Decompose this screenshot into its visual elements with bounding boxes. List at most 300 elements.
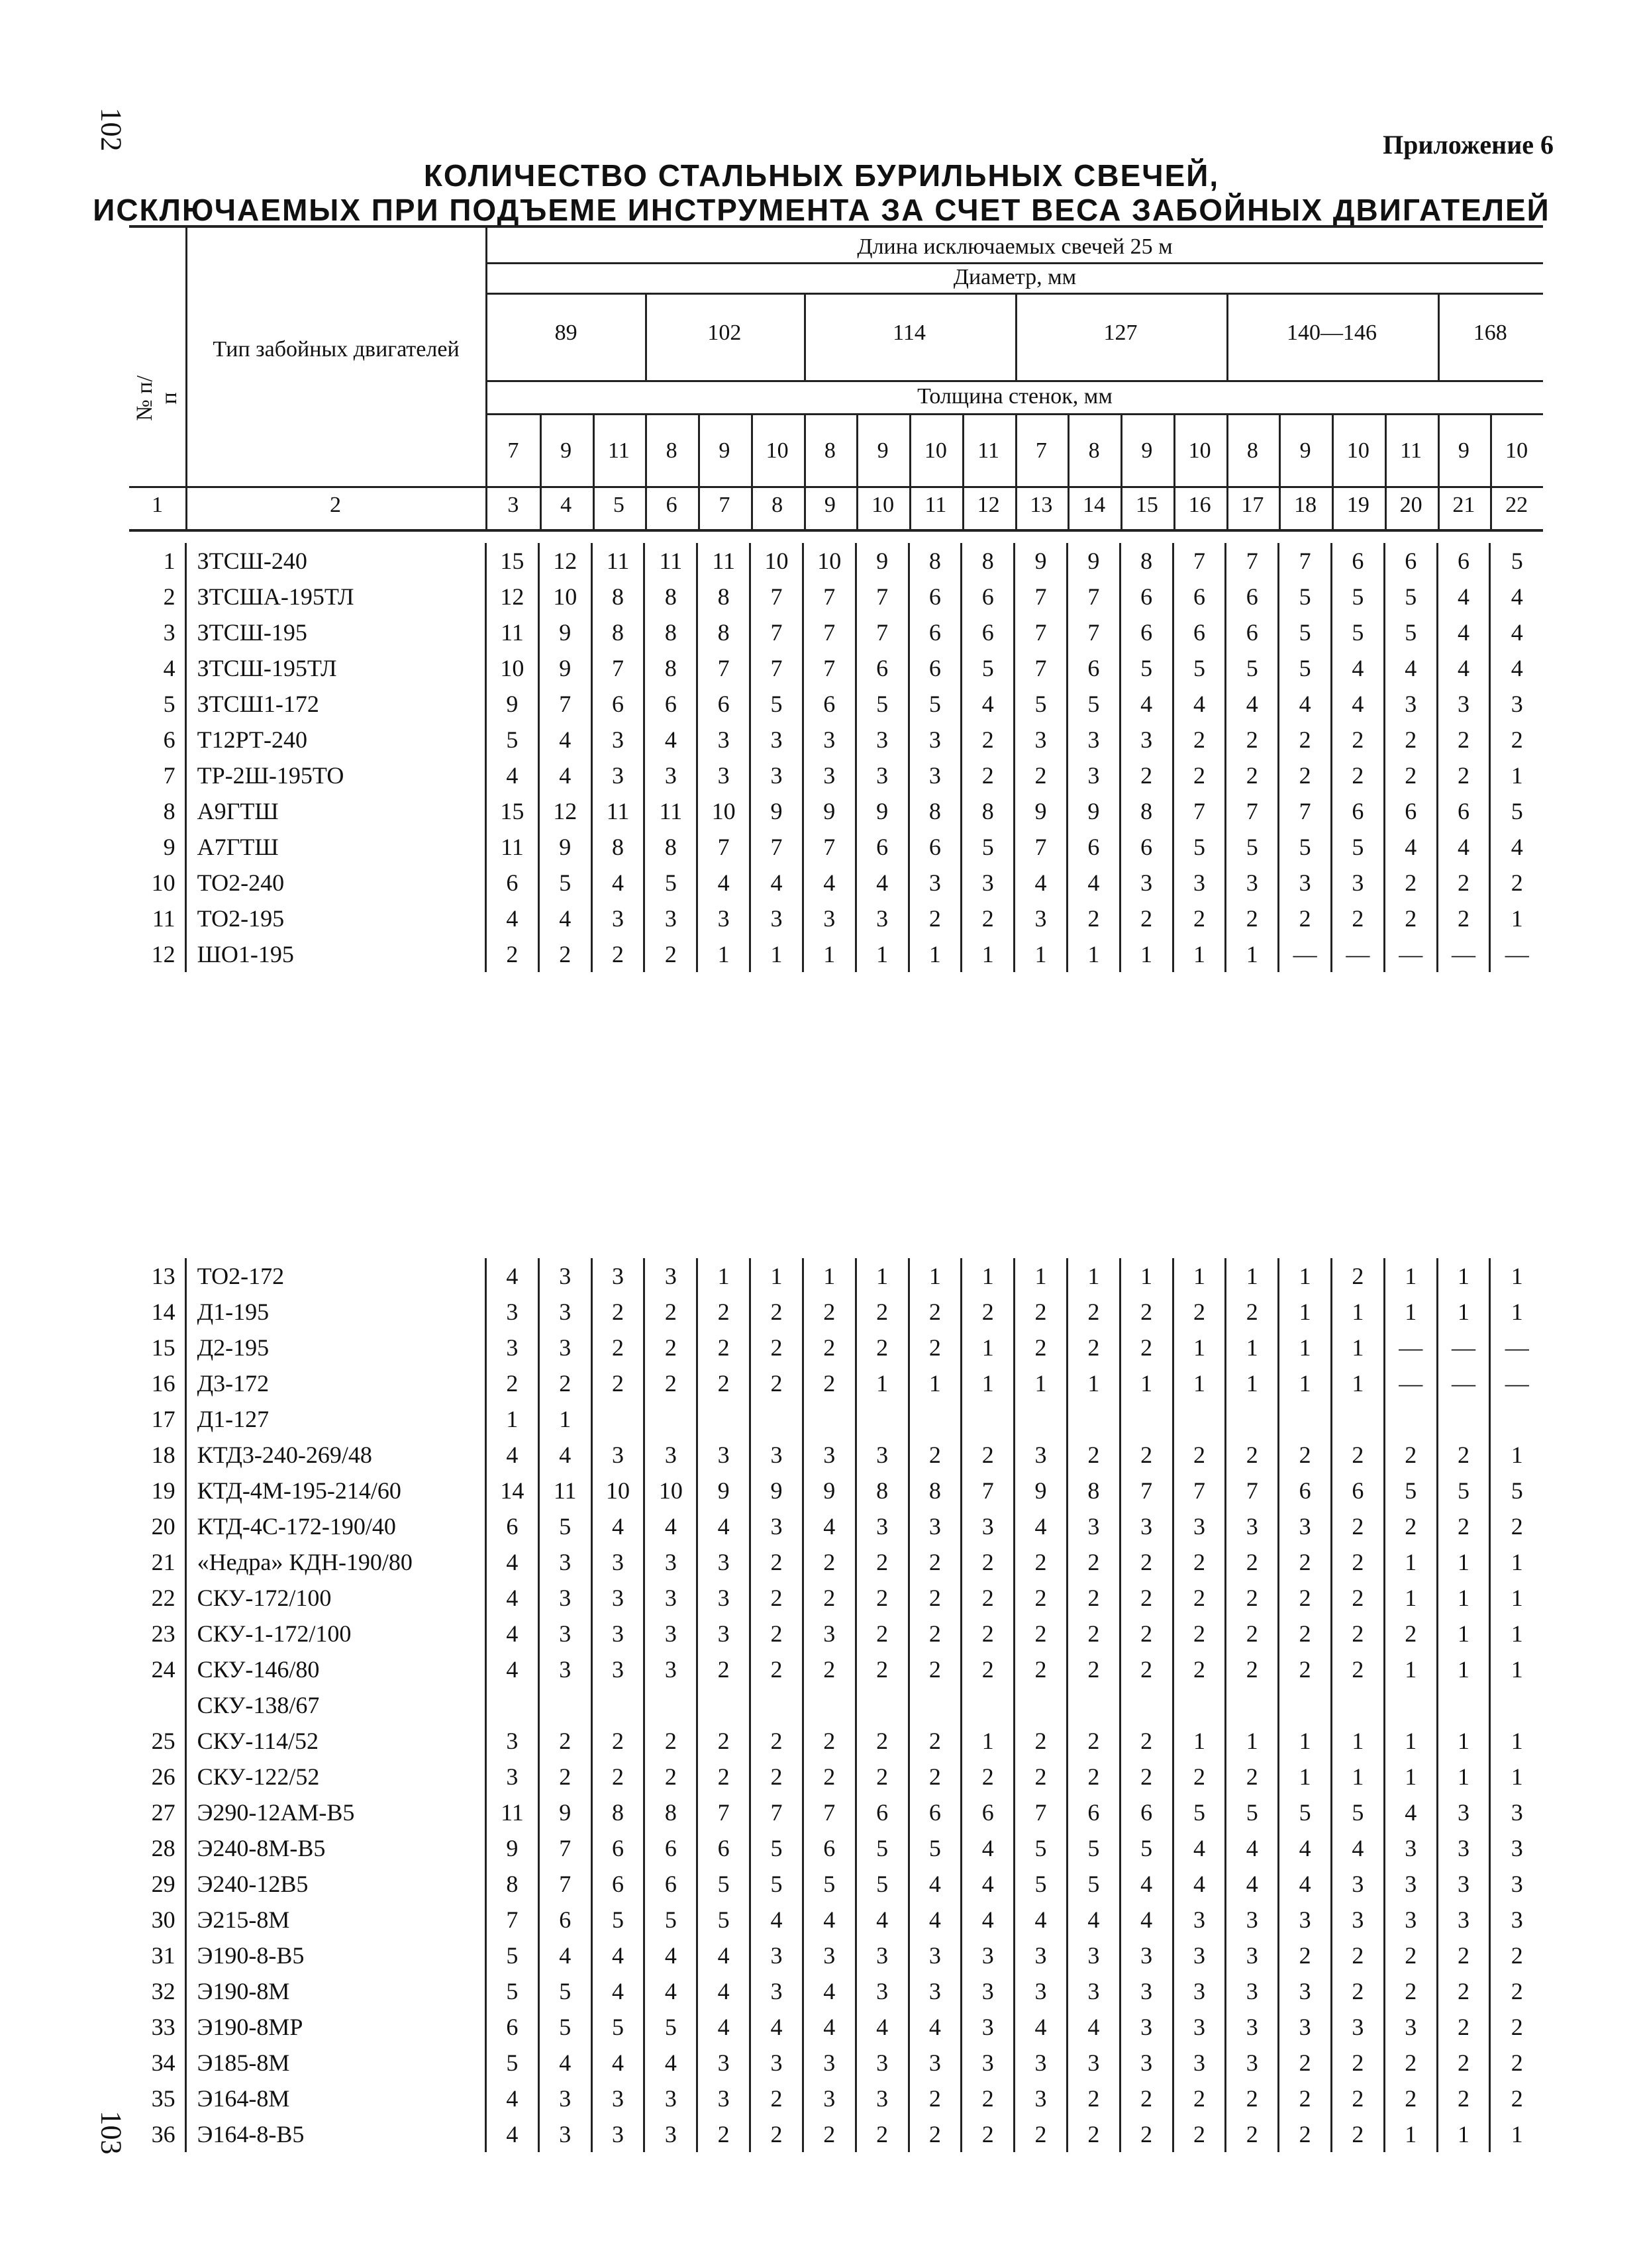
value-cell: 1 — [1384, 1723, 1437, 1759]
header-diameter-5: 168 — [1473, 320, 1507, 345]
value-cell: 2 — [1015, 758, 1068, 793]
engine-type-name: А9ГТШ — [197, 798, 279, 824]
engine-type-name: ШО1-195 — [197, 941, 294, 967]
engine-type — [185, 1866, 485, 1902]
engine-type-name: Д1-195 — [197, 1299, 270, 1325]
value-cell: 2 — [1332, 2081, 1385, 2116]
value-cell: 5 — [591, 1902, 644, 1938]
value-cell: 6 — [803, 1830, 856, 1866]
value-cell: 4 — [538, 901, 591, 936]
value-cell: 4 — [1384, 650, 1437, 686]
value-cell: 1 — [1332, 1365, 1385, 1401]
table-row — [129, 686, 1543, 722]
value-cell: 7 — [538, 686, 591, 722]
value-cell: 4 — [962, 1866, 1015, 1902]
value-cell: 3 — [538, 1580, 591, 1616]
value-cell: 6 — [1332, 543, 1385, 579]
value-cell: 3 — [591, 722, 644, 758]
value-cell: 2 — [909, 1723, 962, 1759]
header-wall-4: 9 — [719, 438, 730, 463]
value-cell: 6 — [856, 650, 909, 686]
value-cell: 4 — [486, 1616, 539, 1652]
value-cell: 2 — [1067, 1294, 1120, 1330]
value-cell: 4 — [1384, 1795, 1437, 1830]
value-cell: 3 — [1384, 1902, 1437, 1938]
header-length: Длина исключаемых свечей 25 м — [857, 234, 1173, 259]
value-cell: 7 — [856, 615, 909, 650]
value-cell: 3 — [644, 2081, 697, 2116]
value-cell: 7 — [697, 1795, 750, 1830]
value-cell: 4 — [856, 865, 909, 901]
header-diameter-0: 89 — [554, 320, 577, 345]
value-cell: 3 — [486, 1294, 539, 1330]
value-cell: 3 — [697, 1616, 750, 1652]
value-cell: 6 — [538, 1902, 591, 1938]
value-cell: 2 — [1067, 1330, 1120, 1365]
value-cell: 7 — [538, 1866, 591, 1902]
value-cell: 3 — [591, 1437, 644, 1473]
page-title-line1: КОЛИЧЕСТВО СТАЛЬНЫХ БУРИЛЬНЫХ СВЕЧЕЙ, — [423, 158, 1220, 193]
value-cell: 3 — [1437, 1866, 1490, 1902]
row-number: 16 — [151, 1370, 175, 1397]
value-cell: 7 — [803, 579, 856, 615]
value-cell — [750, 1401, 803, 1437]
value-cell: 3 — [644, 2116, 697, 2152]
value-cell: 1 — [1279, 1759, 1332, 1795]
header-diameter-1: 102 — [707, 320, 742, 345]
value-cell: 2 — [1226, 1759, 1279, 1795]
value-cell: 3 — [1067, 2045, 1120, 2081]
value-cell: 3 — [1120, 722, 1173, 758]
value-cell: 7 — [1015, 650, 1068, 686]
value-cell: 2 — [1332, 758, 1385, 793]
value-cell: 4 — [538, 1437, 591, 1473]
value-cell: 2 — [1437, 2081, 1490, 2116]
engine-type-name: Э190-8-В5 — [197, 1942, 305, 1969]
value-cell: 5 — [1226, 829, 1279, 865]
value-cell: 6 — [644, 1830, 697, 1866]
value-cell: 3 — [856, 758, 909, 793]
value-cell: 2 — [1332, 1616, 1385, 1652]
value-cell: 3 — [1015, 2081, 1068, 2116]
value-cell: 2 — [1279, 901, 1332, 936]
value-cell: 4 — [486, 758, 539, 793]
value-cell — [1226, 1401, 1279, 1437]
value-cell: 6 — [486, 2009, 539, 2045]
value-cell: 3 — [538, 2116, 591, 2152]
value-cell: 3 — [1490, 1902, 1543, 1938]
value-cell: 9 — [538, 615, 591, 650]
value-cell: 2 — [1173, 1580, 1226, 1616]
row-number: 8 — [163, 798, 175, 824]
value-cell: 2 — [1490, 1508, 1543, 1544]
value-cell: 3 — [591, 1258, 644, 1294]
value-cell: 6 — [644, 1866, 697, 1902]
value-cell: 3 — [1067, 1973, 1120, 2009]
value-cell: 1 — [1067, 936, 1120, 972]
value-cell: 1 — [1437, 1723, 1490, 1759]
value-cell: 3 — [1173, 865, 1226, 901]
value-cell: 6 — [591, 1830, 644, 1866]
value-cell: 2 — [1490, 2081, 1543, 2116]
value-cell: 1 — [1490, 1616, 1543, 1652]
value-cell: 4 — [856, 2009, 909, 2045]
value-cell: — — [1437, 1365, 1490, 1401]
row-number: 35 — [151, 2085, 175, 2112]
row-number: 4 — [163, 655, 175, 681]
value-cell: — — [1384, 936, 1437, 972]
row-number: 9 — [163, 834, 175, 860]
value-cell: 11 — [644, 793, 697, 829]
value-cell: 2 — [1015, 1759, 1068, 1795]
value-cell: 8 — [644, 615, 697, 650]
value-cell: 2 — [1015, 1580, 1068, 1616]
value-cell: 1 — [1490, 1258, 1543, 1294]
value-cell: 8 — [1120, 793, 1173, 829]
value-cell: 4 — [909, 1866, 962, 1902]
table-row — [129, 722, 1543, 758]
value-cell: 2 — [856, 1723, 909, 1759]
value-cell: 3 — [1332, 865, 1385, 901]
value-cell: 3 — [591, 1580, 644, 1616]
value-cell: 14 — [486, 1473, 539, 1508]
value-cell: 5 — [486, 722, 539, 758]
value-cell: 5 — [644, 2009, 697, 2045]
value-cell: 4 — [1490, 615, 1543, 650]
value-cell: 2 — [1015, 1652, 1068, 1723]
value-cell: 8 — [1067, 1473, 1120, 1508]
value-cell: 5 — [1490, 543, 1543, 579]
engine-type-name: ТО2-240 — [197, 869, 285, 896]
value-cell: 2 — [1332, 1580, 1385, 1616]
value-cell: 3 — [697, 2045, 750, 2081]
value-cell: 3 — [1437, 1902, 1490, 1938]
value-cell: 4 — [750, 1902, 803, 1938]
value-cell: 2 — [644, 936, 697, 972]
table-row — [129, 1544, 1543, 1580]
value-cell: 3 — [909, 1938, 962, 1973]
value-cell — [803, 1401, 856, 1437]
engine-type — [185, 2116, 485, 2152]
value-cell: 6 — [486, 865, 539, 901]
value-cell: 2 — [1279, 1544, 1332, 1580]
value-cell: 4 — [1067, 865, 1120, 901]
table-row — [129, 2081, 1543, 2116]
value-cell: 7 — [1226, 1473, 1279, 1508]
value-cell: 4 — [697, 1938, 750, 1973]
value-cell: 8 — [962, 793, 1015, 829]
value-cell: 9 — [803, 793, 856, 829]
value-cell: 3 — [909, 1508, 962, 1544]
engine-type — [185, 1938, 485, 1973]
value-cell: 4 — [644, 722, 697, 758]
row-number: 20 — [151, 1513, 175, 1540]
value-cell: 2 — [697, 1365, 750, 1401]
value-cell: 4 — [486, 1580, 539, 1616]
value-cell: 5 — [538, 1508, 591, 1544]
value-cell: 1 — [1120, 936, 1173, 972]
value-cell: 4 — [909, 1902, 962, 1938]
value-cell: 2 — [1490, 722, 1543, 758]
value-cell: 2 — [1015, 1294, 1068, 1330]
value-cell: 2 — [909, 1759, 962, 1795]
value-cell: 1 — [1490, 1294, 1543, 1330]
value-cell: 2 — [803, 1365, 856, 1401]
engine-type-name: Э164-8-В5 — [197, 2121, 305, 2147]
value-cell: 4 — [486, 1544, 539, 1580]
value-cell: 15 — [486, 543, 539, 579]
value-cell: 3 — [1279, 2009, 1332, 2045]
value-cell: 3 — [1226, 2045, 1279, 2081]
value-cell: 3 — [644, 1544, 697, 1580]
header-colnum-4: 4 — [560, 493, 572, 517]
value-cell: 2 — [909, 1330, 962, 1365]
value-cell: 3 — [750, 1973, 803, 2009]
value-cell: 7 — [1279, 793, 1332, 829]
value-cell: 2 — [1226, 2116, 1279, 2152]
header-colnum-3: 3 — [507, 493, 519, 517]
value-cell: 4 — [1173, 1830, 1226, 1866]
value-cell: 2 — [697, 1759, 750, 1795]
value-cell: 2 — [1332, 1652, 1385, 1723]
value-cell: 6 — [856, 829, 909, 865]
value-cell: 6 — [697, 686, 750, 722]
value-cell: 5 — [538, 1973, 591, 2009]
value-cell: 3 — [1437, 686, 1490, 722]
header-colnum-22: 22 — [1505, 493, 1528, 517]
value-cell: 7 — [750, 650, 803, 686]
value-cell: 2 — [1067, 1437, 1120, 1473]
header-wall-3: 8 — [666, 438, 677, 463]
value-cell: 2 — [1067, 2116, 1120, 2152]
value-cell: 2 — [750, 1365, 803, 1401]
engine-type — [185, 615, 485, 650]
value-cell: 4 — [1437, 650, 1490, 686]
header-wall-6: 8 — [824, 438, 836, 463]
value-cell: 3 — [1173, 1938, 1226, 1973]
value-cell: 3 — [538, 2081, 591, 2116]
value-cell: 2 — [1226, 1616, 1279, 1652]
value-cell: 6 — [909, 579, 962, 615]
engine-type-name: «Недра» КДН-190/80 — [197, 1549, 413, 1575]
value-cell: 5 — [750, 1830, 803, 1866]
value-cell: 2 — [1120, 1723, 1173, 1759]
value-cell: 6 — [1120, 829, 1173, 865]
value-cell: 1 — [1437, 1294, 1490, 1330]
value-cell: 3 — [1279, 1902, 1332, 1938]
header-wall-10: 7 — [1035, 438, 1047, 463]
row-number: 2 — [163, 583, 175, 610]
value-cell: 1 — [750, 936, 803, 972]
value-cell: 5 — [962, 829, 1015, 865]
value-cell: 1 — [1490, 901, 1543, 936]
value-cell: 1 — [1384, 1759, 1437, 1795]
engine-type — [185, 2081, 485, 2116]
value-cell: 4 — [909, 2009, 962, 2045]
value-cell: 8 — [1120, 543, 1173, 579]
value-cell: 8 — [697, 615, 750, 650]
value-cell: 3 — [1332, 1866, 1385, 1902]
value-cell: 1 — [1437, 1580, 1490, 1616]
value-cell: 2 — [962, 1544, 1015, 1580]
value-cell: 11 — [486, 615, 539, 650]
value-cell: 2 — [1067, 1652, 1120, 1723]
value-cell: 3 — [644, 1580, 697, 1616]
engine-type — [185, 1580, 485, 1616]
value-cell: 1 — [538, 1401, 591, 1437]
value-cell: 2 — [1332, 2045, 1385, 2081]
value-cell: 3 — [1490, 686, 1543, 722]
value-cell: 1 — [1173, 936, 1226, 972]
engine-type — [185, 1258, 485, 1294]
value-cell: 4 — [803, 865, 856, 901]
value-cell: 2 — [750, 2116, 803, 2152]
value-cell: 4 — [962, 1902, 1015, 1938]
value-cell: 2 — [750, 2081, 803, 2116]
value-cell: 3 — [1067, 1938, 1120, 1973]
value-cell: 4 — [803, 1973, 856, 2009]
header-wall-12: 9 — [1141, 438, 1153, 463]
header-wall-17: 11 — [1400, 438, 1422, 463]
engine-type-name: СКУ-172/100 — [197, 1585, 332, 1611]
value-cell: 2 — [803, 1580, 856, 1616]
value-cell: 4 — [697, 865, 750, 901]
value-cell: 3 — [1173, 1973, 1226, 2009]
engine-type — [185, 1294, 485, 1330]
value-cell: 7 — [486, 1902, 539, 1938]
value-cell: 8 — [962, 543, 1015, 579]
value-cell: 2 — [962, 1759, 1015, 1795]
value-cell: 6 — [1332, 1473, 1385, 1508]
value-cell: 8 — [909, 543, 962, 579]
value-cell: 4 — [538, 2045, 591, 2081]
page-number-bottom: 103 — [95, 2110, 128, 2155]
value-cell: 2 — [1332, 1508, 1385, 1544]
value-cell: 1 — [1279, 1330, 1332, 1365]
value-cell: 9 — [856, 793, 909, 829]
value-cell: 1 — [1384, 1258, 1437, 1294]
value-cell: 5 — [591, 2009, 644, 2045]
value-cell: 8 — [909, 1473, 962, 1508]
value-cell: 1 — [1437, 1652, 1490, 1723]
value-cell: 5 — [486, 2045, 539, 2081]
value-cell: 5 — [1490, 793, 1543, 829]
row-number: 23 — [151, 1620, 175, 1647]
value-cell: 3 — [909, 758, 962, 793]
value-cell: 2 — [962, 901, 1015, 936]
value-cell: 5 — [1279, 1795, 1332, 1830]
value-cell: 9 — [1067, 543, 1120, 579]
value-cell: 12 — [486, 579, 539, 615]
value-cell: 6 — [591, 686, 644, 722]
value-cell: 3 — [1226, 1902, 1279, 1938]
value-cell: 3 — [1120, 1938, 1173, 1973]
value-cell: 11 — [697, 543, 750, 579]
value-cell: 4 — [538, 1938, 591, 1973]
value-cell: 5 — [644, 865, 697, 901]
value-cell: 5 — [1120, 650, 1173, 686]
value-cell: 3 — [1173, 2045, 1226, 2081]
value-cell: 2 — [962, 2116, 1015, 2152]
value-cell: 3 — [1226, 1973, 1279, 2009]
value-cell: 3 — [1015, 722, 1068, 758]
value-cell: 8 — [644, 650, 697, 686]
value-cell: 1 — [1332, 1723, 1385, 1759]
value-cell: 3 — [538, 1652, 591, 1723]
header-wall-19: 10 — [1505, 438, 1528, 463]
table-row — [129, 1759, 1543, 1795]
value-cell: 1 — [1279, 1365, 1332, 1401]
value-cell: 5 — [538, 865, 591, 901]
value-cell: 2 — [591, 1723, 644, 1759]
value-cell: 2 — [538, 1723, 591, 1759]
engine-type-name: Э190-8МР — [197, 2014, 303, 2040]
value-cell: 6 — [909, 615, 962, 650]
value-cell: 2 — [1120, 1437, 1173, 1473]
value-cell: 3 — [856, 2045, 909, 2081]
table-row — [129, 2009, 1543, 2045]
value-cell: 2 — [1226, 1294, 1279, 1330]
value-cell: 1 — [1015, 936, 1068, 972]
value-cell: 4 — [1015, 1508, 1068, 1544]
value-cell: 3 — [1490, 1795, 1543, 1830]
row-number: 36 — [151, 2121, 175, 2147]
value-cell: 1 — [1015, 1365, 1068, 1401]
value-cell: 1 — [1384, 1652, 1437, 1723]
value-cell — [909, 1401, 962, 1437]
value-cell: 3 — [1226, 865, 1279, 901]
value-cell: 4 — [1437, 615, 1490, 650]
value-cell: 6 — [1120, 579, 1173, 615]
value-cell: 6 — [962, 615, 1015, 650]
value-cell: 4 — [486, 1258, 539, 1294]
value-cell: 2 — [1332, 2116, 1385, 2152]
value-cell: 2 — [750, 1723, 803, 1759]
value-cell: 1 — [1226, 936, 1279, 972]
value-cell: 1 — [750, 1258, 803, 1294]
value-cell: 5 — [750, 686, 803, 722]
header-colnum-13: 13 — [1030, 493, 1053, 517]
value-cell: 3 — [856, 1508, 909, 1544]
value-cell: 2 — [1067, 2081, 1120, 2116]
value-cell: 3 — [1015, 2045, 1068, 2081]
value-cell: 2 — [1490, 1973, 1543, 2009]
value-cell: 1 — [1173, 1365, 1226, 1401]
value-cell: 3 — [856, 722, 909, 758]
value-cell: 2 — [803, 1652, 856, 1723]
header-colnum-17: 17 — [1241, 493, 1264, 517]
table-row — [129, 901, 1543, 936]
value-cell: 2 — [1279, 1616, 1332, 1652]
value-cell: 3 — [803, 2045, 856, 2081]
value-cell: 2 — [644, 1723, 697, 1759]
value-cell: 3 — [962, 1508, 1015, 1544]
header-wall: Толщина стенок, мм — [917, 384, 1113, 409]
value-cell: 1 — [962, 1723, 1015, 1759]
value-cell: 2 — [644, 1365, 697, 1401]
value-cell: 6 — [909, 829, 962, 865]
engine-type — [185, 1795, 485, 1830]
table-row — [129, 1866, 1543, 1902]
value-cell: 6 — [1226, 615, 1279, 650]
value-cell: 11 — [644, 543, 697, 579]
row-number: 1 — [163, 548, 175, 574]
value-cell: 2 — [1437, 901, 1490, 936]
value-cell: 9 — [750, 1473, 803, 1508]
table-row — [129, 793, 1543, 829]
value-cell: 1 — [697, 936, 750, 972]
engine-type-name: КТД-4С-172-190/40 — [197, 1513, 396, 1540]
